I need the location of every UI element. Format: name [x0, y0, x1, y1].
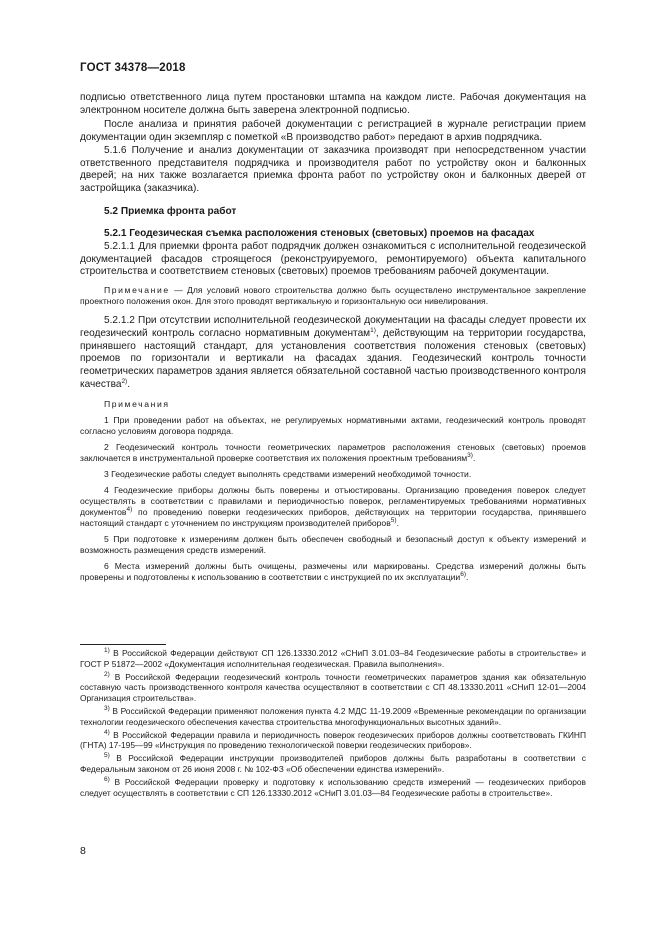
doc-header-code: ГОСТ 34378—2018: [80, 62, 186, 74]
paragraph-continuation: подписью ответственного лица путем простановки штампа на каждом листе. Рабочая документация на электронном носителе должна быть заверена электронной подписью.: [80, 92, 586, 116]
footnote-mark-1: 1): [104, 647, 110, 654]
paragraph-5-1-6: 5.1.6 Получение и анализ документации от заказчика производят при непосредственном участии ответственного представителя подрядчика и производителя работ по устройству окон и балконных дверей; на них также возлагается приемка фронта работ по устройству окон и балконных дверей от застройщика (заказчика).: [80, 144, 586, 194]
footnote-mark-6: 6): [104, 776, 110, 784]
note-item-6: [80, 561, 586, 583]
note-item-6-text: 6 Места измерений должны быть очищены, размечены или маркированы. Средства измерений должны быть проверены и подготовлены к использованию в соответствии с инструкцией по их эксплуатации: [80, 561, 586, 583]
footnote-2: [80, 672, 586, 704]
note-item-1: 1 При проведении работ на объектах, не регулируемых нормативными актами, геодезический контроль проводят согласно условиям договора подряда.: [80, 415, 586, 437]
note-item-2-end: .: [472, 453, 476, 464]
footnote-ref-2: 2): [121, 377, 128, 385]
note-item-4-text-b: по проведению поверки геодезических приборов, действующих на территории государства, принявшего настоящий стандарт с уточнением по инструкциям производителей приборов: [80, 507, 586, 529]
note-item-2: [80, 442, 586, 464]
paragraph-5-2-1-2-part-c: .: [127, 378, 131, 390]
footnote-4: [80, 730, 586, 751]
paragraph-5-2-1-2-part-a: 5.2.1.2 При отсутствии исполнительной геодезической документации на фасады следует провести их геодезический контроль согласно нормативным документам: [80, 315, 586, 339]
note-text: — Для условий нового строительства должно быть осуществлено инструментальное закрепление проектного положения окон. Для этого проводят вертикальную и горизонтальную оси нивелирования.: [80, 285, 586, 307]
notes-label: Примечания: [104, 399, 170, 410]
section-heading-5-2: 5.2 Приемка фронта работ: [104, 205, 237, 217]
footnote-text-5: В Российской Федерации инструкции производителей приборов должны быть разработаны в соответствии с Федеральным законом от 26 июня 2008 г. № 102-ФЗ «Об обеспечении единства измерений».: [80, 753, 586, 774]
paragraph-5-2-1-2: [80, 315, 586, 391]
paragraph-5-2-1-2-part-b: , действующим на территории государства, принявшего настоящий стандарт, для установления соответствия положения стеновых (световых) проемов по горизонтали и вертикали на фасадах здания. Геодезический контроль точности геометрических параметров здания является обязательной составной частью производственного контроля качества: [80, 327, 586, 390]
footnote-ref-3: 3): [467, 452, 473, 460]
footnote-text-1: В Российской Федерации действуют СП 126.13330.2012 «СНиП 3.01.03–84 Геодезические работы в строительстве» и ГОСТ Р 51872—2002 «Документация исполнительная геодезическая. Правила выполнения».: [80, 648, 586, 669]
paragraph-archive: После анализа и принятия рабочей документации с регистрацией в журнале регистрации прием документации один экземпляр с пометкой «В производство работ» передают в архив подрядчика.: [80, 119, 586, 144]
paragraph-5-2-1-1: 5.2.1.1 Для приемки фронта работ подрядчик должен ознакомиться с исполнительной геодезической документацией фасадов строящегося (реконструируемого, ремонтируемого) объекта капитального строительства и соответствием стеновых (световых) проемов требованиям рабочей документации.: [80, 241, 586, 278]
document-body: [80, 92, 586, 583]
note-item-2-text: 2 Геодезический контроль точности геометрических параметров расположения стеновых (световых) проемов заключается в инструментальной проверке соответствия их положения проектным требованиям: [80, 442, 586, 464]
note-item-5: 5 При подготовке к измерениям должен быть обеспечен свободный и безопасный доступ к объекту измерений и возможность размещения средств измерений.: [80, 534, 586, 556]
footnote-ref-5: 5): [390, 517, 397, 525]
footnote-text-4: В Российской Федерации правила и периодичность поверок геодезических приборов должны соответствовать ГКИНП (ГНТА) 17-195—99 «Инструкция по проведению технологической поверки геодезических приборов».: [80, 729, 586, 751]
footnote-mark-5: 5): [104, 752, 110, 760]
footnote-mark-4: 4): [104, 728, 110, 736]
footnote-text-6: В Российской Федерации проверку и подготовку к использованию средств измерений — геодезических приборов следует осуществлять в соответствии с СП 126.13330.2012 «СНиП 3.01.03—84 Геодезические работы в строительстве».: [80, 777, 586, 798]
footnotes: [80, 648, 586, 801]
section-heading-5-2-1: 5.2.1 Геодезическая съемка расположения стеновых (световых) проемов на фасадах: [104, 228, 535, 240]
note-label: Примечание: [104, 285, 170, 296]
note-item-4-text-a: 4 Геодезические приборы должны быть поверены и отъюстированы. Организацию проведения поверок следует осуществлять в соответствии с правилами и периодичностью поверок, регламентируемых требованиями нормативных документов: [80, 485, 586, 518]
note-item-4: [80, 485, 586, 529]
footnote-text-3: В Российской Федерации применяют положения пункта 4.2 МДС 11-19.2009 «Временные рекомендации по организации технологии геодезического обеспечения качества строительства многофункциональных высотных зданий».: [80, 705, 586, 727]
footnote-ref-1: 1): [370, 326, 376, 334]
footnote-ref-6: 6): [460, 571, 466, 579]
footnote-ref-4: 4): [126, 506, 133, 514]
note-item-4-end: .: [396, 518, 399, 529]
footnote-1: [80, 648, 586, 669]
footnote-mark-2: 2): [104, 670, 110, 678]
footnote-5: [80, 753, 586, 774]
page-number: 8: [80, 845, 86, 857]
footnote-mark-3: 3): [104, 704, 110, 712]
note-item-6-end: .: [466, 572, 469, 583]
footnote-3: [80, 706, 586, 727]
footnote-text-2: В Российской Федерации геодезический контроль точности геометрических параметров здания как обязательную составную часть производственного контроля качества осуществляют в соответствии с СП 48.13330.2011 «СНиП 12-01—2004 Организация строительства».: [80, 671, 586, 703]
footnote-separator: [80, 644, 166, 645]
note-paragraph: [80, 285, 586, 307]
note-item-3: 3 Геодезические работы следует выполнять средствами измерений необходимой точности.: [104, 469, 472, 480]
footnote-6: [80, 777, 586, 798]
